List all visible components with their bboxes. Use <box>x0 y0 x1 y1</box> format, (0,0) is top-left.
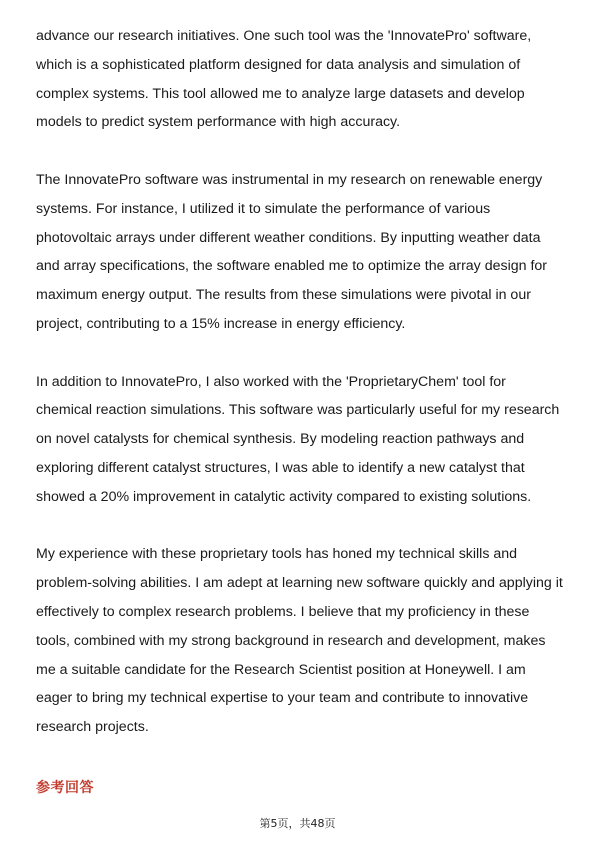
reference-answer-heading: 参考回答 <box>36 780 94 796</box>
body-text <box>36 22 564 742</box>
paragraph-2: The InnovatePro software was instrumental in my research on renewable energy systems. For instance, I utilized it to simulate the performance of various photovoltaic arrays under different weather conditions. By inputting weather data and array specifications, the software enabled me to optimize the array design for maximum energy output. The results from these simulations were pivotal in our project, contributing to a 15% increase in energy efficiency. <box>36 171 548 332</box>
paragraph-3: In addition to InnovatePro, I also worked with the 'ProprietaryChem' tool for chemical reaction simulations. This software was particularly useful for my research on novel catalysts for chemical synthesis. By modeling reaction pathways and exploring different catalyst structures, I was able to identify a new catalyst that showed a 20% improvement in catalytic activity compared to existing solutions. <box>36 373 560 505</box>
page-number: 第5页，共48页 <box>259 817 336 830</box>
paragraph-1: advance our research initiatives. One such tool was the 'InnovatePro' software, which is a sophisticated platform designed for data analysis and simulation of complex systems. This tool allowed me to analyze large datasets and develop models to predict system performance with high accuracy. <box>36 28 532 131</box>
page-footer <box>0 816 595 832</box>
paragraph-4: My experience with these proprietary tools has honed my technical skills and problem-solving abilities. I am adept at learning new software quickly and applying it effectively to complex research problems. I believe that my proficiency in these tools, combined with my strong background in research and development, makes me a suitable candidate for the Research Scientist position at Honeywell. I am eager to bring my technical expertise to your team and contribute to innovative research projects. <box>36 546 563 736</box>
